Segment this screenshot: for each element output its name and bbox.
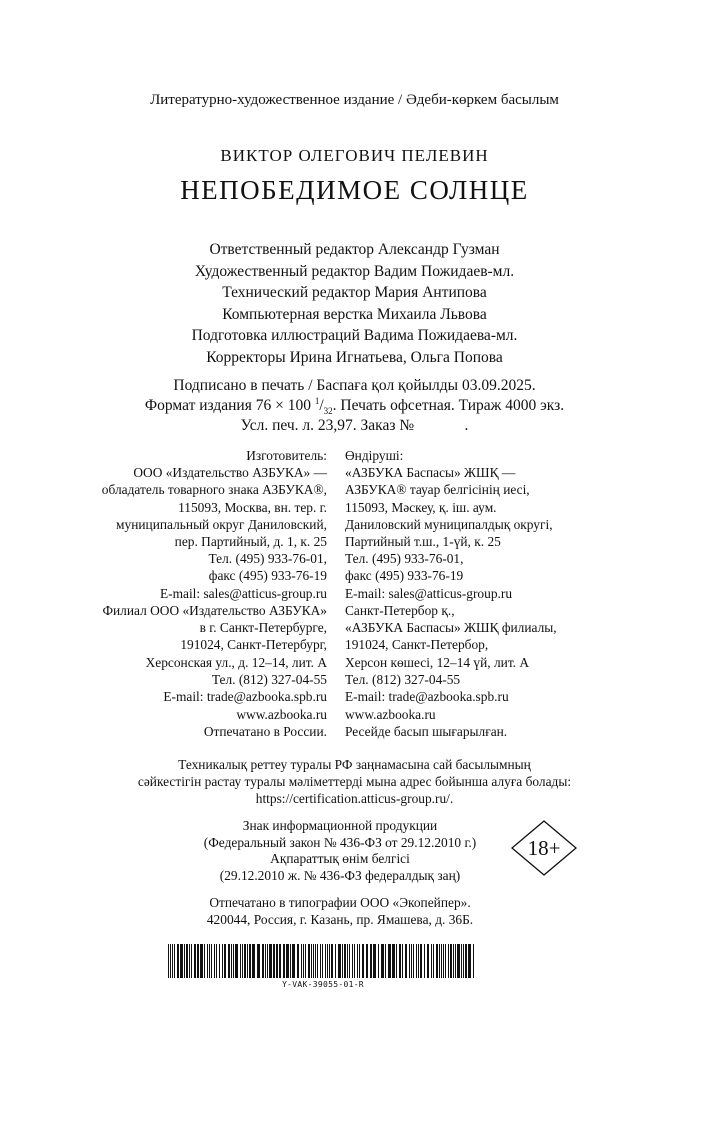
branch-ru: Филиал ООО «Издательство АЗБУКА» в г. Санкт-Петербурге, 191024, Санкт-Петербург, Херсонская ул., д. 12–14, лит. А Тел. (812) 327-04-55 E-mail: trade@azbooka.spb.ru bbox=[102, 603, 327, 705]
barcode-bar bbox=[214, 944, 215, 978]
website-link[interactable]: www.azbooka.ru bbox=[345, 707, 436, 722]
barcode-bar bbox=[211, 944, 212, 978]
barcode-bar bbox=[463, 944, 464, 978]
barcode-bar bbox=[468, 944, 471, 978]
barcode-bar bbox=[249, 944, 251, 978]
barcode-bar bbox=[320, 944, 321, 978]
barcode-bar bbox=[286, 944, 289, 978]
barcode-bar bbox=[170, 944, 171, 978]
info-sign-block: Знак информационной продукции (Федеральный закон № 436-ФЗ от 29.12.2010 г.) Ақпараттық өнім белгісі (29.12.2010 ж. № 436-ФЗ федералдық заң) bbox=[203, 818, 477, 883]
manufacturer-ru: Изготовитель: ООО «Издательство АЗБУКА» — обладатель товарного знака АЗБУКА®, 115093, Москва, вн. тер. г. муниципальный округ Даниловский, пер. Партийный, д. 1, к. 25 Тел. (495) 933-76-01, факс (495) 933-76-19 E-mail: sales@atticus-group.ru bbox=[101, 448, 327, 601]
barcode-bar bbox=[455, 944, 456, 978]
credit-line: Корректоры Ирина Игнатьева, Ольга Попова bbox=[206, 348, 503, 366]
barcode-bar bbox=[191, 944, 192, 978]
barcode-bar bbox=[228, 944, 230, 978]
barcode-bar bbox=[396, 944, 397, 978]
barcode-bar bbox=[184, 944, 185, 978]
barcode-bar bbox=[297, 944, 299, 978]
barcode-bar bbox=[378, 944, 379, 978]
barcode-bar bbox=[180, 944, 183, 978]
barcode-bar bbox=[370, 944, 372, 978]
barcode-bar bbox=[352, 944, 353, 978]
barcode-bar bbox=[257, 944, 260, 978]
manufacturer-kz: Өндіруші: «АЗБУКА Баспасы» ЖШҚ — АЗБУКА® тауар белгісінің иесі, 115093, Мәскеу, қ. іш. аум. Даниловский муниципалдық округі, Партийный т.ш., 1-үй, к. 25 Тел. (495) 933-76-01, факс (495) 933-76-19 E-mail: sales@atticus-group.ru bbox=[345, 448, 553, 601]
barcode-bar bbox=[354, 944, 355, 978]
barcode-bar bbox=[186, 944, 188, 978]
barcode-bar bbox=[194, 944, 196, 978]
signed-date: Подписано в печать / Баспаға қол қойылды 03.09.2025. bbox=[173, 377, 536, 394]
barcode-bar bbox=[279, 944, 281, 978]
barcode-bar bbox=[315, 944, 316, 978]
barcode-bar bbox=[235, 944, 238, 978]
barcode-bar bbox=[189, 944, 190, 978]
barcode-bar bbox=[331, 944, 333, 978]
barcode-bar bbox=[411, 944, 412, 978]
barcode-bar bbox=[222, 944, 223, 978]
barcode-bar bbox=[473, 944, 474, 978]
barcode-bar bbox=[219, 944, 220, 978]
barcode-bar bbox=[385, 944, 386, 978]
barcode-bar bbox=[448, 944, 449, 978]
barcode-bar bbox=[427, 944, 429, 978]
barcode-bar bbox=[305, 944, 306, 978]
barcode-bar bbox=[209, 944, 210, 978]
barcode-bar bbox=[362, 944, 364, 978]
barcode-bar bbox=[329, 944, 330, 978]
book-title: НЕПОБЕДИМОЕ СОЛНЦЕ bbox=[180, 175, 529, 205]
barcode-bar bbox=[197, 944, 199, 978]
barcode-bar bbox=[418, 944, 419, 978]
barcode-bar bbox=[441, 944, 442, 978]
barcode-bar bbox=[357, 944, 358, 978]
barcode-bar bbox=[445, 944, 446, 978]
barcode-bar bbox=[399, 944, 401, 978]
barcode-icon bbox=[168, 944, 478, 978]
website-link[interactable]: www.azbooka.ru bbox=[236, 707, 327, 722]
barcode-bar bbox=[392, 944, 395, 978]
barcode-bar bbox=[450, 944, 452, 978]
barcode-bar bbox=[313, 944, 314, 978]
barcode-bar bbox=[265, 944, 266, 978]
certification-link[interactable]: https://certification.atticus-group.ru/. bbox=[255, 791, 454, 807]
barcode-bar bbox=[443, 944, 444, 978]
barcode-bar bbox=[453, 944, 454, 978]
branch-kz: Санкт-Петербор қ., «АЗБУКА Баспасы» ЖШҚ филиалы, 191024, Санкт-Петербор, Херсон көшесі, 12–14 үй, лит. А Тел. (812) 327-04-55 E-mail: trade@azbooka.spb.ru bbox=[345, 603, 557, 705]
barcode-bar bbox=[409, 944, 410, 978]
barcode-bar bbox=[292, 944, 295, 978]
barcode-bar bbox=[311, 944, 312, 978]
author-name: ВИКТОР ОЛЕГОВИЧ ПЕЛЕВИН bbox=[220, 146, 489, 165]
credit-line: Подготовка иллюстраций Вадима Пожидаева-мл. bbox=[191, 327, 518, 345]
barcode-bar bbox=[413, 944, 414, 978]
barcode-bar bbox=[431, 944, 432, 978]
barcode-bar bbox=[335, 944, 336, 978]
edition-type: Литературно-художественное издание / Әдеби-көркем басылым bbox=[150, 92, 559, 108]
barcode-bar bbox=[262, 944, 264, 978]
credit-line: Ответственный редактор Александр Гузман bbox=[209, 241, 500, 258]
barcode-bar bbox=[405, 944, 407, 978]
barcode-bar bbox=[283, 944, 285, 978]
barcode-bar bbox=[231, 944, 232, 978]
barcode-bar bbox=[465, 944, 467, 978]
barcode-bar bbox=[207, 944, 208, 978]
barcode-bar bbox=[301, 944, 302, 978]
barcode-bar bbox=[461, 944, 462, 978]
barcode-bar bbox=[273, 944, 275, 978]
barcode-bar bbox=[269, 944, 272, 978]
barcode-bar bbox=[439, 944, 440, 978]
credits-block bbox=[0, 239, 709, 369]
barcode-bar bbox=[317, 944, 318, 978]
barcode-bar bbox=[240, 944, 241, 978]
credit-line: Технический редактор Мария Антипова bbox=[222, 284, 487, 302]
barcode-bar bbox=[366, 944, 368, 978]
barcode-bar bbox=[416, 944, 417, 978]
barcode-code: Y-VAK-39055-01-R bbox=[282, 980, 364, 989]
barcode-bar bbox=[276, 944, 278, 978]
age-rating-badge bbox=[511, 820, 577, 876]
barcode-bar bbox=[172, 944, 173, 978]
barcode-bar bbox=[327, 944, 328, 978]
certification-note: Техникалық реттеу туралы РФ заңнамасына сай басылымның сәйкестігін растау туралы мәліметтерді мына адрес бойынша алуға болады: https://certification.atticus-group.ru/. bbox=[0, 756, 709, 808]
barcode-bar bbox=[349, 944, 350, 978]
barcode-bar bbox=[242, 944, 243, 978]
barcode-bar bbox=[308, 944, 310, 978]
barcode-bar bbox=[457, 944, 460, 978]
publication-details bbox=[0, 376, 709, 436]
barcode-bar bbox=[381, 944, 384, 978]
barcode-bar bbox=[244, 944, 246, 978]
credit-line: Компьютерная верстка Михаила Львова bbox=[222, 305, 487, 323]
barcode-bar bbox=[174, 944, 175, 978]
credit-line: Художественный редактор Вадим Пожидаев-мл. bbox=[194, 262, 515, 280]
barcode-bar bbox=[359, 944, 360, 978]
print-format: Формат издания 76 × 100 $^1/_{32}$. Печать офсетная. Тираж 4000 экз. bbox=[144, 395, 565, 417]
web-kz: www.azbooka.ru Ресейде басып шығарылған. bbox=[345, 707, 508, 740]
barcode-bar bbox=[322, 944, 323, 978]
barcode-bar bbox=[204, 944, 205, 978]
age-rating-text: 18+ bbox=[527, 836, 561, 860]
barcode-bar bbox=[233, 944, 234, 978]
barcode-bar bbox=[177, 944, 179, 978]
barcode-bar bbox=[436, 944, 438, 978]
barcode-bar bbox=[420, 944, 422, 978]
barcode-bar bbox=[200, 944, 203, 978]
barcode-bar bbox=[216, 944, 217, 978]
barcode-bar bbox=[338, 944, 341, 978]
barcode-bar bbox=[433, 944, 434, 978]
barcode-bar bbox=[424, 944, 425, 978]
barcode-bar bbox=[342, 944, 343, 978]
barcode-bar bbox=[303, 944, 304, 978]
barcode-bar bbox=[168, 944, 169, 978]
barcode-bar bbox=[267, 944, 268, 978]
barcode-bar bbox=[224, 944, 226, 978]
barcode-bar bbox=[388, 944, 391, 978]
barcode-bar bbox=[252, 944, 255, 978]
printing-house: Отпечатано в типографии ООО «Экопейпер». 420044, Россия, г. Казань, пр. Ямашева, д. 36Б. bbox=[206, 895, 474, 927]
barcode-bar bbox=[347, 944, 348, 978]
barcode-bar bbox=[373, 944, 376, 978]
barcode-bar bbox=[247, 944, 248, 978]
web-ru: www.azbooka.ru Отпечатано в России. bbox=[203, 707, 327, 740]
barcode-bar bbox=[402, 944, 403, 978]
barcode-bar bbox=[325, 944, 326, 978]
print-sheets-order: Усл. печ. л. 23,97. Заказ № . bbox=[240, 417, 469, 434]
barcode-bar bbox=[344, 944, 346, 978]
barcode-bar bbox=[290, 944, 291, 978]
